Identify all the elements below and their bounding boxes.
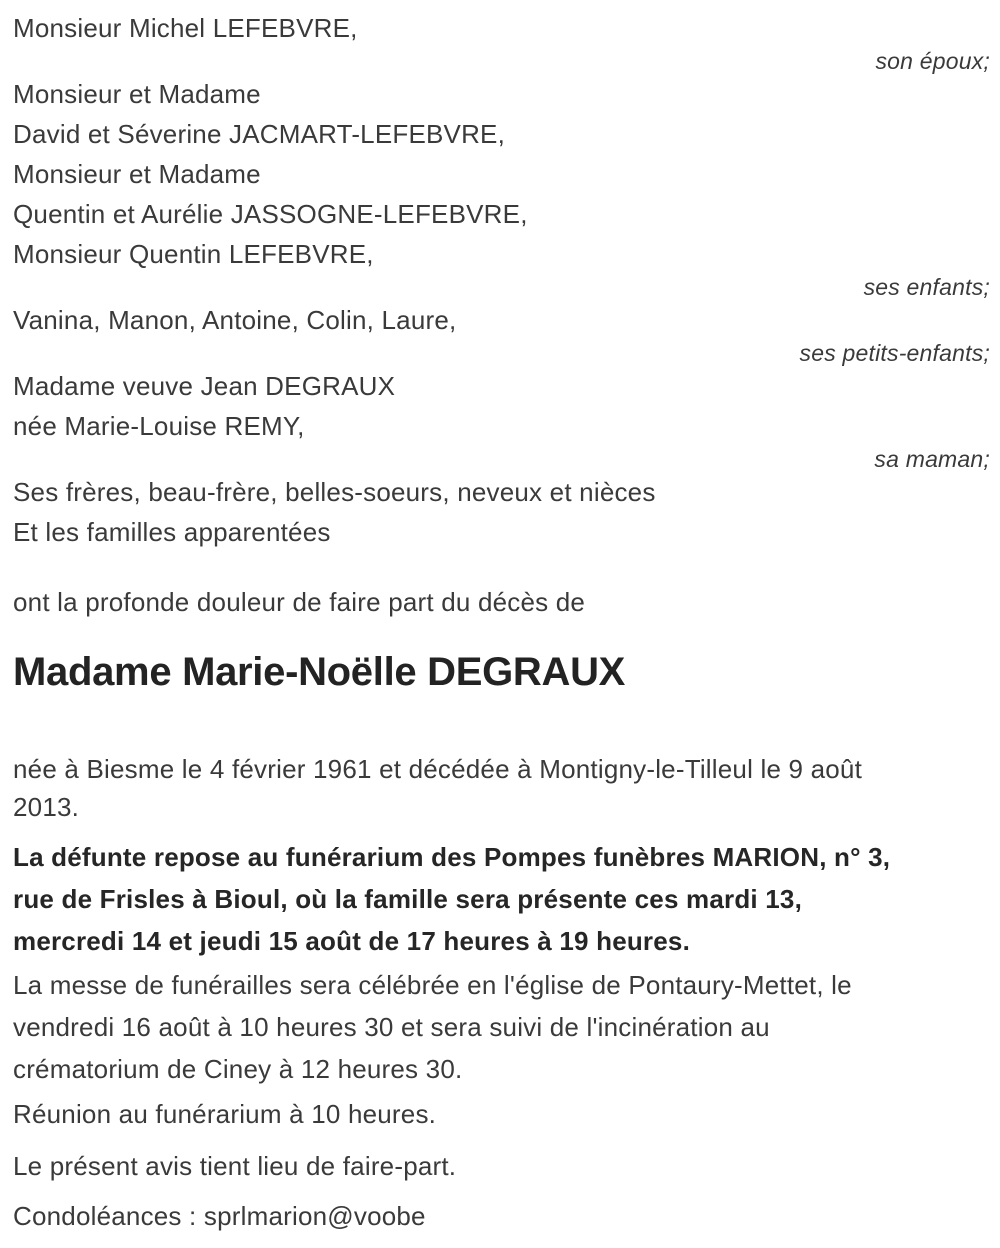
meeting-paragraph [13, 1094, 990, 1134]
paragraph-line: La défunte repose au funérarium des Pompes funèbres MARION, n° 3, [13, 842, 891, 872]
relation-label: sa maman; [874, 446, 990, 472]
condolences-paragraph [13, 1196, 990, 1236]
family-member-line: Et les familles apparentées [13, 517, 331, 547]
family-member-line: Monsieur et Madame [13, 159, 261, 189]
paragraph-line: Réunion au funérarium à 10 heures. [13, 1099, 437, 1129]
paragraph-line: 2013. [13, 792, 80, 822]
intro-sentence: ont la profonde douleur de faire part du décès de [13, 587, 586, 617]
paragraph-line: La messe de funérailles sera célébrée en l'église de Pontaury-Mettet, le [13, 970, 852, 1000]
birth-death-paragraph [13, 750, 990, 826]
paragraph-line: crématorium de Ciney à 12 heures 30. [13, 1054, 463, 1084]
family-member-line: Monsieur Michel LEFEBVRE, [13, 13, 358, 43]
paragraph-line: rue de Frisles à Bioul, où la famille sera présente ces mardi 13, [13, 884, 803, 914]
family-member-line: Quentin et Aurélie JASSOGNE-LEFEBVRE, [13, 199, 528, 229]
paragraph-line: née à Biesme le 4 février 1961 et décédée à Montigny-le-Tilleul le 9 août [13, 754, 863, 784]
deceased-name-heading: Madame Marie-Noëlle DEGRAUX [13, 650, 626, 694]
family-member-line: Monsieur et Madame [13, 79, 261, 109]
paragraph-line: mercredi 14 et jeudi 15 août de 17 heures à 19 heures. [13, 926, 690, 956]
family-member-line: David et Séverine JACMART-LEFEBVRE, [13, 119, 506, 149]
family-member-line: née Marie-Louise REMY, [13, 411, 305, 441]
paragraph-line: Condoléances : sprlmarion@voobe [13, 1201, 426, 1231]
relation-label: son époux; [875, 48, 990, 74]
family-member-line: Madame veuve Jean DEGRAUX [13, 371, 396, 401]
funeral-paragraph [13, 964, 990, 1090]
family-member-line: Monsieur Quentin LEFEBVRE, [13, 239, 374, 269]
paragraph-line: vendredi 16 août à 10 heures 30 et sera suivi de l'incinération au [13, 1012, 770, 1042]
legal-notice-paragraph [13, 1146, 990, 1186]
family-member-line: Ses frères, beau-frère, belles-soeurs, neveux et nièces [13, 477, 656, 507]
relation-label: ses petits-enfants; [799, 340, 990, 366]
paragraph-line: Le présent avis tient lieu de faire-part. [13, 1151, 457, 1181]
family-section [13, 8, 990, 552]
wake-paragraph [13, 836, 990, 962]
relation-label: ses enfants; [863, 274, 990, 300]
family-member-line: Vanina, Manon, Antoine, Colin, Laure, [13, 305, 457, 335]
